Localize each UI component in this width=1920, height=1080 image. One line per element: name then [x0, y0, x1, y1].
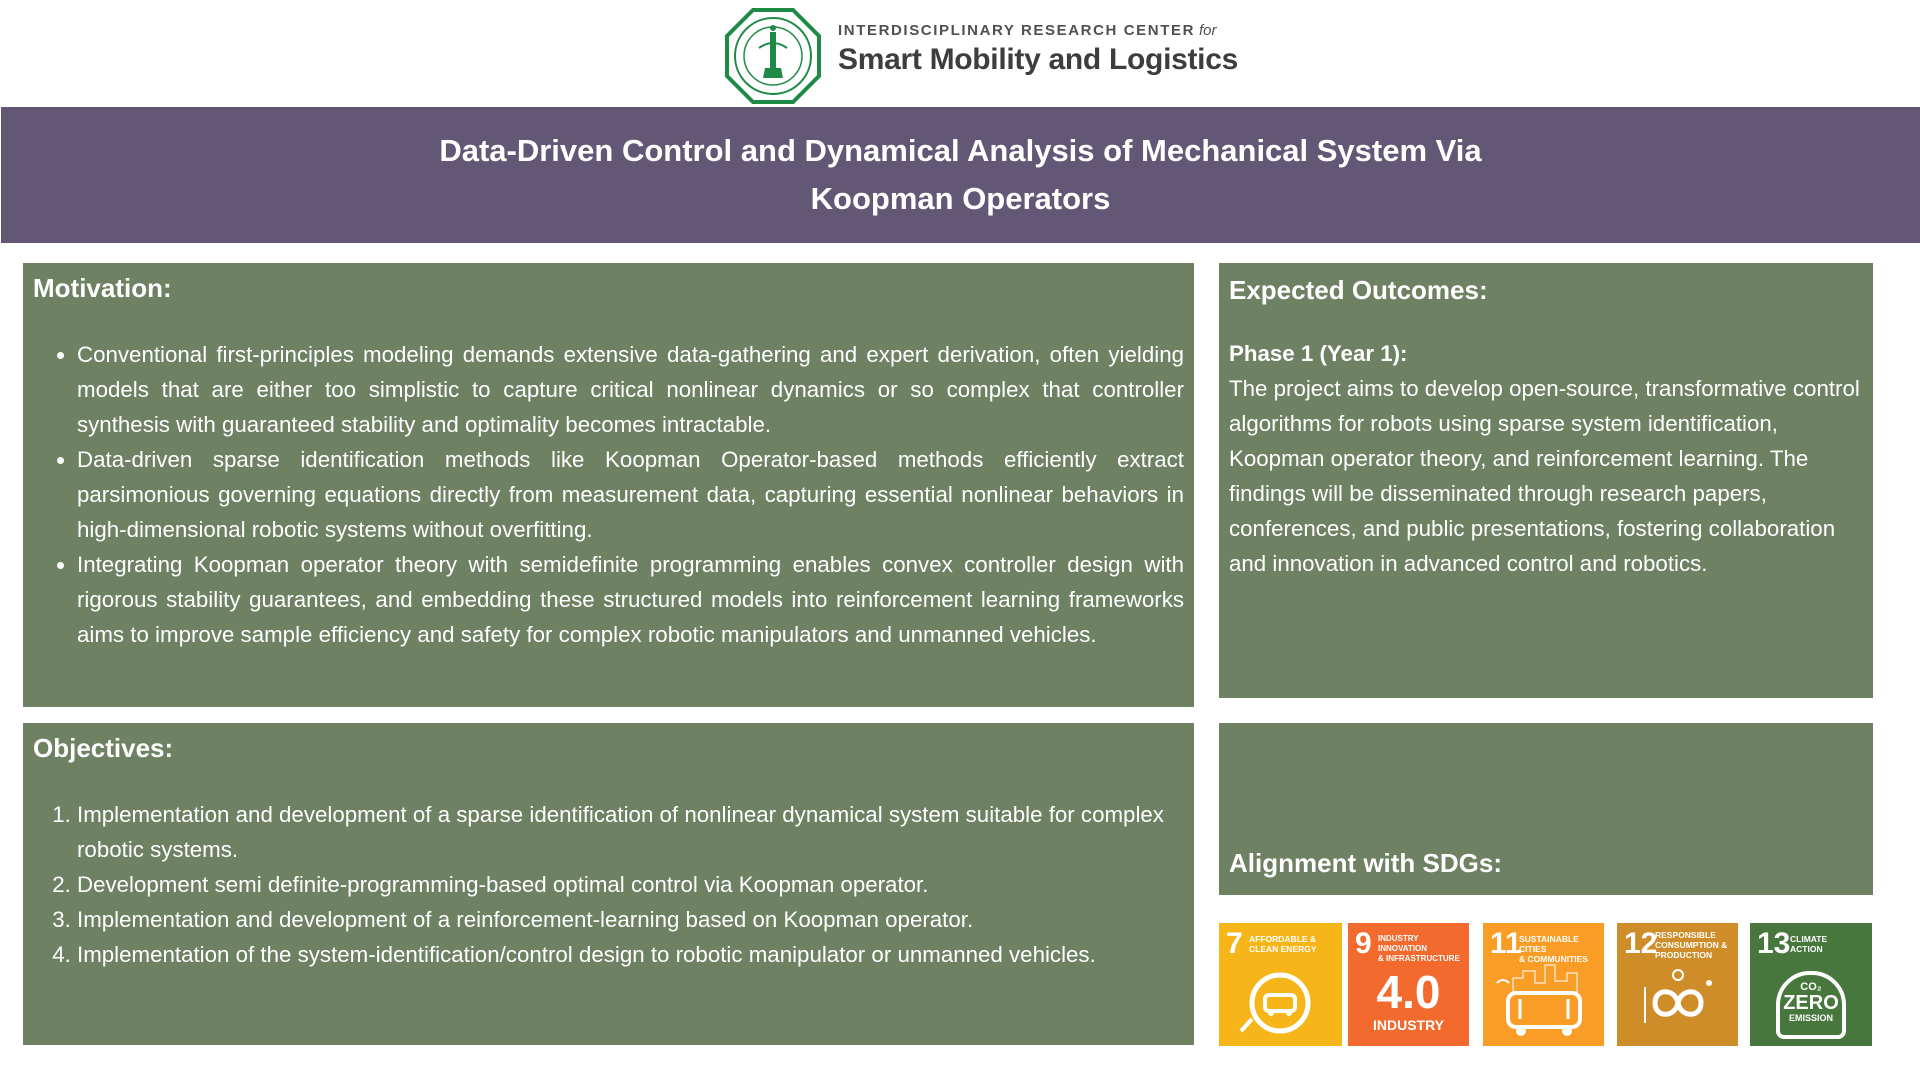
list-item: 3. Implementation and development of a reinforcement-learning based on Koopman operator.	[77, 902, 1184, 937]
objectives-heading: Objectives:	[33, 733, 174, 763]
sdg-number: 7	[1226, 927, 1243, 960]
autonomous-bus-icon	[1483, 923, 1604, 1046]
objectives-list	[33, 797, 1184, 972]
sdg-number: 9	[1355, 927, 1372, 960]
sdg-tile-11	[1483, 923, 1604, 1046]
expected-outcomes-panel	[1219, 263, 1873, 698]
phase-text: The project aims to develop open-source, transformative control algorithms for robots using sparse system identification, Koopman operator theory, and reinforcement learning. The findings will be disseminated through research papers, conferences, and public presentations, fostering collaboration and innovation in advanced control and robotics.	[1229, 376, 1860, 576]
sdg-tile-12	[1617, 923, 1738, 1046]
title-bar	[1, 107, 1920, 243]
university-seal-logo	[725, 8, 821, 104]
title-line1: Data-Driven Control and Dynamical Analysis of Mechanical System Via	[439, 133, 1482, 168]
title-line2: Koopman Operators	[810, 181, 1111, 216]
sdg-label: RESPONSIBLE CONSUMPTION & PRODUCTION	[1655, 930, 1728, 960]
industry-4-0-icon: 4.0 INDUSTRY	[1372, 966, 1445, 1033]
list-item: • Integrating Koopman operator theory with semidefinite programming enables convex controller design with rigorous stability guarantees, and embedding these structured models into reinforcement learning frameworks aims to improve sample efficiency and safety for complex robotic manipulators and unmanned vehicles.	[77, 547, 1184, 652]
motivation-panel	[23, 263, 1194, 707]
list-item: • Conventional first-principles modeling demands extensive data-gathering and expert derivation, often yielding models that are either too simplistic to capture critical nonlinear dynamics or so complex that controller synthesis with guaranteed stability and optimality becomes intractable.	[77, 337, 1184, 442]
phase-title: Phase 1 (Year 1):	[1229, 341, 1408, 366]
header	[0, 0, 1920, 107]
recycle-infinity-icon	[1617, 923, 1738, 1046]
plug-car-icon	[1219, 923, 1342, 1046]
sdg-tile-9	[1348, 923, 1469, 1046]
center-line1: INTERDISCIPLINARY RESEARCH CENTER	[838, 22, 1195, 39]
sdg-label: INDUSTRY INNOVATION & INFRASTRUCTURE	[1378, 934, 1460, 963]
list-item: 1. Implementation and development of a sparse identification of nonlinear dynamical system suitable for complex robotic systems.	[77, 797, 1184, 867]
sdg-number: 13	[1757, 927, 1791, 960]
zero-emission-icon: CO₂ ZERO EMISSION	[1776, 971, 1846, 1039]
sdg-heading: Alignment with SDGs:	[1229, 848, 1502, 878]
sdg-number: 12	[1624, 927, 1658, 960]
outcomes-heading: Expected Outcomes:	[1229, 275, 1488, 305]
motivation-list	[33, 337, 1184, 652]
objectives-panel	[23, 723, 1194, 1045]
sdg-tile-13	[1750, 923, 1872, 1046]
sdg-label: SUSTAINABLE CITIES & COMMUNITIES	[1519, 934, 1588, 964]
sdg-label: AFFORDABLE & CLEAN ENERGY	[1249, 934, 1317, 954]
list-item: • Data-driven sparse identification methods like Koopman Operator-based methods efficiently extract parsimonious governing equations directly from measurement data, capturing essential nonlinear behaviors in high-dimensional robotic systems without overfitting.	[77, 442, 1184, 547]
center-line2: Smart Mobility and Logistics	[838, 43, 1238, 76]
sdg-number: 11	[1490, 927, 1522, 960]
center-for: for	[1199, 22, 1217, 39]
sdg-label: CLIMATE ACTION	[1790, 934, 1828, 954]
list-item: 4. Implementation of the system-identification/control design to robotic manipulator or unmanned vehicles.	[77, 937, 1184, 972]
motivation-heading: Motivation:	[33, 273, 172, 303]
research-center-name	[838, 22, 1238, 77]
sdg-tile-7	[1219, 923, 1342, 1046]
sdg-panel	[1219, 723, 1873, 895]
list-item: 2. Development semi definite-programming-based optimal control via Koopman operator.	[77, 867, 1184, 902]
